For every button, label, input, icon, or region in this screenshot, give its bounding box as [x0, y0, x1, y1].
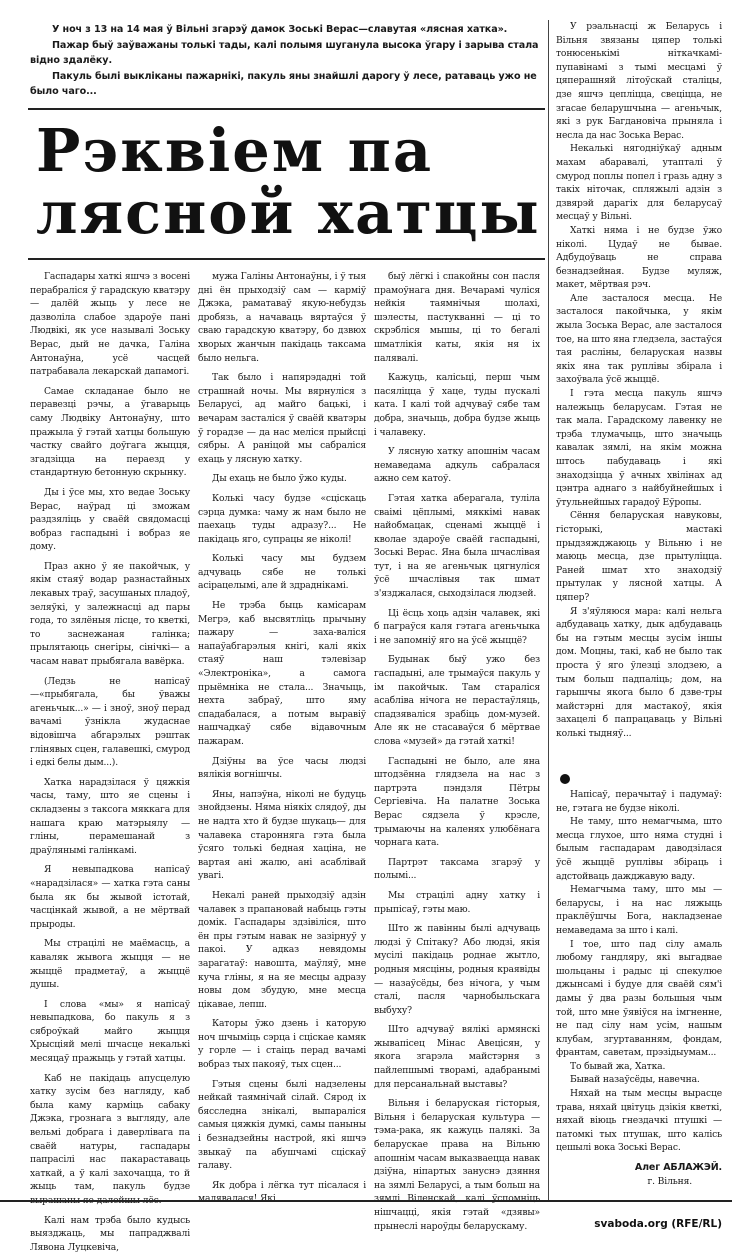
article-column-3 — [374, 270, 540, 1232]
top-divider — [28, 108, 545, 110]
article-paragraph: Яны, напэўна, ніколі не будуць знойдзены. Няма ніякіх слядоў, ды не надта хто й будзе шукаць— для чалавека старонняга гэта была ўсяго толькі бедная хаціна, не вартая ані жалю, ані асаблівай увагі. — [198, 788, 366, 882]
article-paragraph: Некалі раней прыходзіў адзін чалавек з прапановай набыць гэты домік. Гаспадары здзівіліся, што ён пры гэтым навак не зазірнуў у пакоі. У адказ невядомы зарагатаў: навошта, маўляў, мне куча гліны, я на яе месцы адразу новы дом збудую, мне месца цікавае, лепш. — [198, 889, 366, 1010]
article-paragraph: (Ледзь не напісаў—«прыбягала, бы ўважы агеньчык...» — і зноў, зноў перад вачамі ўзнікла жудаснае відовішча абгарэлых рэштак глінявых сцен, галавешкі, смурод і едкі белы дым...). — [30, 675, 190, 769]
article-paragraph: Ці ёсць хоць адзін чалавек, які б паграўся каля гэтага агеньчыка і не запомніў яго на ўсё жыццё? — [374, 607, 540, 646]
article-paragraph: Хатка нарадзілася ў цяжкія часы, таму, што яе сцены і складзены з таксога мяккага для нашага краю матэрыялу — гліны, перамешанай з драўлянымі галінкамі. — [30, 776, 190, 856]
article-paragraph: Гэтая хатка аберагала, туліла сваімі цёплымі, мяккімі навак найобмацак, сценамі жыццё і кволае здароўе сваёй гаспадыні, Зоські Верас. Яна была шчаслівая тут, і на яе агеньчык цягнуліся ўсё шчаслівыя так шмат з'язджалася, сыходзілася людзей. — [374, 492, 540, 600]
article-paragraph: То бывай жа, Хатка. — [570, 1060, 666, 1072]
article-paragraph: Праз акно ў яе пакойчык, у якім стаяў водар разнастайных лекавых траў, засушаных пладоў, зеляўкі, у залежнасці ад пары года, то зялёныя лісце, то кветкі, то заснежаная галінка; прылятаюць снегіры, сінічкі— а часам нават прыбягала вавёрка. — [30, 560, 190, 668]
article-paragraph: Што ж павінны былі адчуваць людзі ў Спітаку? Або людзі, якія мусілі пакідаць роднае жытло, родныя мясціны, родныя краявіды — назаўсёды, без нічога, у чым сталі, пасля чарнобыльскага выбуху? — [374, 923, 540, 1016]
article-paragraph: Бывай назаўсёды, навечна. — [570, 1074, 700, 1086]
article-paragraph: Вільня і беларуская гісторыя, Вільня і беларуская культура — тэма-рака, як кажуць палякі. За беларускае права на Вільню апошнім часам выказваецца навак дзіўна, ніпартых зануснэ дзяння на зямлі Беларусі, а тым больш на зямлі Віленскай, калі ўспомніць нішчацці, якія гэтай «дзявы» прынеслі нароўды беларускаму. — [374, 1098, 540, 1232]
article-paragraph: Сёння беларуская навуковы, гісторыкі, мастакі прыдзяжджаюць у Вільню і не маюць месца, дзе прытуліцца. Раней шмат хто знаходзіў прытулак у лясной хатцы. А цяпер? — [556, 510, 722, 603]
lead-line-2: Пажар быў заўважаны толькі тады, калі полымя шуганула высока ўгару і зарыва стала відно здалёку. — [30, 39, 539, 66]
article-paragraph: Гаспадыні не было, але яна штодзённа глядзела на нас з партрэта пэндзля Пётры Сергіевіча. На палатне Зоська Верас сядзела ў крэсле, трымаючы на каленях улюбёнага чорнага ката. — [374, 755, 540, 849]
article-paragraph: Кажуць, калісьці, перш чым пасяліцца ў хаце, туды пускалі ката. І калі той адчуваў сябе там добра, значыць, добра будзе жыць і чалавеку. — [374, 372, 540, 438]
article-paragraph: Што адчуваў вялікі армянскі жывапісец Мінас Авецісян, у якога згарэла майстэрня з пайлепшымі творамі, адабранымі для персанальнай выставы? — [374, 1024, 540, 1090]
lead-line-1: У ноч з 13 на 14 мая ў Вільні згарэў дамок Зоські Верас—славутая «лясная хатка». — [52, 24, 508, 35]
column-separator — [548, 20, 549, 1200]
lead-line-3: Пакуль былі выкліканы пажарнікі, пакуль яны знайшлі дарогу ў лесе, ратаваць ужо не было чаго... — [30, 70, 537, 97]
article-paragraph: Каб не пакідаць апусцелую хатку зусім без нагляду, каб была каму карміць сабаку Джэка, грознага з выгляду, але вельмі добрага і даверлівага па сваёй натуры, гаспадары папрасілі нас пакараставаць хаткай, а ў калі захочацца, то й жыць там, пакуль будзе вырашаны яе далейшы лёс. — [30, 1072, 190, 1206]
section-bullet-icon — [560, 774, 570, 784]
author-signature: Алег АБЛАЖЭЙ. — [634, 1162, 722, 1174]
article-paragraph: Мы страцілі адну хатку і прыпісаў, гэты маю. — [374, 889, 540, 915]
article-paragraph: Самае складанае было не перавезці рэчы, а ўгаварыць саму Людвіку Антонаўну, што пражыла ў гэтай хатцы большую частку свайго доўгага жыцця, згадзіцца на пераезд у стандартную бетонную скрынку. — [30, 385, 190, 479]
article-paragraph: Калі нам трэба было кудысь выязджаць, мы папраджвалі Лявона Луцкевіча, — [30, 1214, 190, 1253]
article-column-2 — [198, 270, 366, 1205]
article-paragraph: Колькі часу мы будзем адчуваць сябе не толькі асірацелымі, але й здраднікамі. — [198, 553, 366, 592]
article-paragraph: Я з'яўляюся мара: калі нельга адбудаваць хатку, дык адбудаваць бы на гэтым месцы зусім іншы дом. Моцны, такі, каб не было так проста ў яго ўлезці злодзею, а тым больш падпаліць; дом, на гарышчы якога было б дзве-тры майстэрні для мастакоў, якія захацелі б папрацаваць у Вільні колькі тыдняў... — [556, 605, 722, 739]
article-paragraph: Няхай на тым месцы вырасце трава, няхай цвітуць дзікія кветкі, няхай віюць гнездачкі птушкі — патомкі тых птушак, што калісь цешылі вока Зоські Верас. — [556, 1088, 722, 1154]
article-paragraph: Мы страцілі не маёмасць, а каваляк жывога жыцця — не жыццё прадметаў, а жыццё душы. — [30, 938, 190, 991]
footer-divider — [0, 1200, 732, 1202]
article-paragraph: Як добра і лёгка тут пісалася і малявалася! Які — [198, 1179, 366, 1205]
article-column-4 — [556, 20, 722, 760]
article-paragraph: Я невыпадкова напісаў «нарадзілася» — хатка гэта саны была як бы жывой істотай, часцінкай жывой, а не мёртвай прыроды. — [30, 864, 190, 930]
article-paragraph: І слова «мы» я напісаў невыпадкова, бо пакуль я з сяброўкай майго жыцця Хрысціяй мелі шчасце некалькі месяцаў пражыць у гэтай хатцы. — [30, 998, 190, 1065]
article-paragraph: Гэтыя сцены былі надзелены нейкай таямнічай сілай. Сярод іх бясследна знікалі, выпараліся самыя цяжкія думкі, самы паныны і безнадзейны настрой, які яшчэ звыкаў па абушчамі сціскаў галаву. — [198, 1078, 366, 1172]
article-paragraph: быў лёгкі і спакойны сон пасля прамоўнага дня. Вечарамі чуліся нейкія таямнічыя шолахі, шэлесты, пастукванні — ці то скрэбліся мышы, ці то бегалі шматлікія каты, якія ня іх палявалі. — [374, 271, 540, 364]
article-paragraph: Колькі часу будзе «сціскаць сэрца думка: чаму ж нам было не паехаць туды адразу?... Не пакідаць яго, супрацы яе ніколі! — [198, 492, 366, 545]
article-paragraph: Так было і напярэдадні той страшнай ночы. Мы вярнуліся з Беларусі, ад майго бацькі, і вечарам засталіся ў сваёй кватэры ў горадзе — да нас меліся прыйсці сябры. А раніцой мы сабраліся ехаць у лясную хатку. — [198, 372, 366, 465]
article-paragraph: Напісаў, перачытаў і падумаў: не, гэтага не будзе ніколі. — [556, 789, 722, 814]
lead-paragraph — [30, 22, 540, 100]
article-paragraph: Партрэт таксама згарэў у полымі... — [374, 856, 540, 882]
article-paragraph: Каторы ўжо дзень і каторую ноч шчыміць сэрца і сціскае камяк у горле — і стаіць перад вачамі вобраз тых пакояў, тых сцен... — [198, 1018, 366, 1071]
author-place: г. Вільня. — [647, 1175, 692, 1187]
article-paragraph: Некалькі нягодніўкаў адным махам абаравалі, утапталі ў смурод поплы попел і гразь адну з такіх ніточак, спляжылі адзін з дзвярэй дарагіх для беларусаў месцаў у Вільні. — [556, 143, 722, 223]
article-paragraph: Дзіўны ва ўсе часы людзі вялікія вогнішчы. — [198, 755, 366, 781]
article-paragraph: мужа Галіны Антонаўны, і ў тыя дні ён прыходзіў сам — карміў Джэка, раматаваў якую-небудзь дробязь, а начаваць вяртаўся ў сваю гарадскую кватэру, бо дзвюх хворых жанчын пакідаць таксама было нельга. — [198, 271, 366, 364]
article-paragraph: І тое, што пад сілу амаль любому гандляру, які выгадвае шольцаны і радыс ці спекулюе джынсамі і будуе для сваёй сям'і дамы ў два разы большыя чым той, што мне ўявіўся на імгненне, не пад сілу нам усім, нашым клубам, згуртаванням, фондам, франтам, саветам, прэзідыумам... — [556, 938, 722, 1059]
headline-line-2: лясной хатцы — [36, 178, 541, 247]
article-paragraph: Але засталося месца. Не засталося пакойчыка, у якім жыла Зоська Верас, але засталося тое, на што яна гледзела, застаўся тая расліны, беларуская назвы якіх яна так руплівы збірала і захоўвала ўсё жыццё. — [556, 292, 722, 386]
article-paragraph: Гаспадары хаткі яшчэ з восені перабраліся ў гарадскую кватэру— далёй жыць у лесе не дазволіла слабое здароўе пані Людвікі, як усе называлі Зоську Верас, дый не дачка, Галіна Антонаўна, усё часцей патрабавала лекарскай дапамогі. — [30, 271, 190, 378]
article-column-1 — [30, 270, 190, 1253]
article-paragraph: У рэальнасці ж Беларусь і Вільня звязаны цяпер толькі тонюсенькімі ніткачкамі-пупавінамі з тымі месцамі ў цяперашняй літоўскай сталіцы, дзе яшчэ цепліцца, свеціцца, не згасае беларушчына — агеньчык, які з рук Багдановіча прыняла і несла да нас Зоська Верас. — [556, 21, 722, 141]
article-paragraph: Немагчыма таму, што мы — беларусы, і на нас ляжыць праклёўшчы Бога, накладзенае немаведама за што і калі. — [556, 884, 722, 936]
headline-line-1: Рэквіем па — [36, 116, 434, 185]
article-paragraph: Не трэба быць камісарам Мегрэ, каб высвятліць прычыну пажару — заха-валіся напаўабгарэлыя кнігі, калі якіх стаяў наш тэлевізар «Электроніка», а самога прыёмніка не стала... Значыць, нехта забраў, што яму спадабалася, а потым выравіў нашчадкаў сябе відавочным пажарам. — [198, 600, 366, 747]
article-paragraph: Не таму, што немагчыма, што месца глухое, што няма студні і былым гаспадарам даводзілася ўсё жыццё руплівы збіраць і адстойваць дажджавую ваду. — [556, 816, 722, 882]
article-paragraph: І гэта месца пакуль яшчэ належыць беларусам. Гэтая не так мала. Гарадскому лавенку не трэба тлумачыць, што значыць кавалак зямлі, на якім можна штось пабудаваць і які знаходзіцца ў ачных хвілінах ад цэнтра аднаго з найбуйнейшых і ўтульнейшых гарадоў Еўропы. — [556, 388, 722, 508]
article-paragraph: У лясную хатку апошнім часам немаведама адкуль сабралася ажно сем катоў. — [374, 446, 540, 485]
article-column-5 — [556, 768, 722, 1187]
article-paragraph: Ды і ўсе мы, хто ведае Зоську Верас, наўрад ці зможам раздзяліць у сваёй свядомасці вобраз гаспадыні і вобраз яе дому. — [30, 486, 190, 553]
article-paragraph: Будынак быў ужо без гаспадыні, але трымаўся пакуль у ім пакойчык. Там стараліся асабліва нічога не перастаўляць, спадзяваліся зрабіць дом-музей. Але як не стасаваўся б мёртвае слова «музей» да гэтай хаткі! — [374, 654, 540, 747]
headline-divider — [28, 258, 545, 260]
headline — [36, 116, 546, 247]
source-credit: svaboda.org (RFE/RL) — [594, 1218, 722, 1230]
article-paragraph: Хаткі няма і не будзе ўжо ніколі. Цудаў не бывае. Адбудоўваць не справа безнадзейная. Будзе муляж, макет, мёртвая рэч. — [556, 224, 722, 291]
article-paragraph: Ды ехаць не было ўжо куды. — [212, 473, 347, 485]
